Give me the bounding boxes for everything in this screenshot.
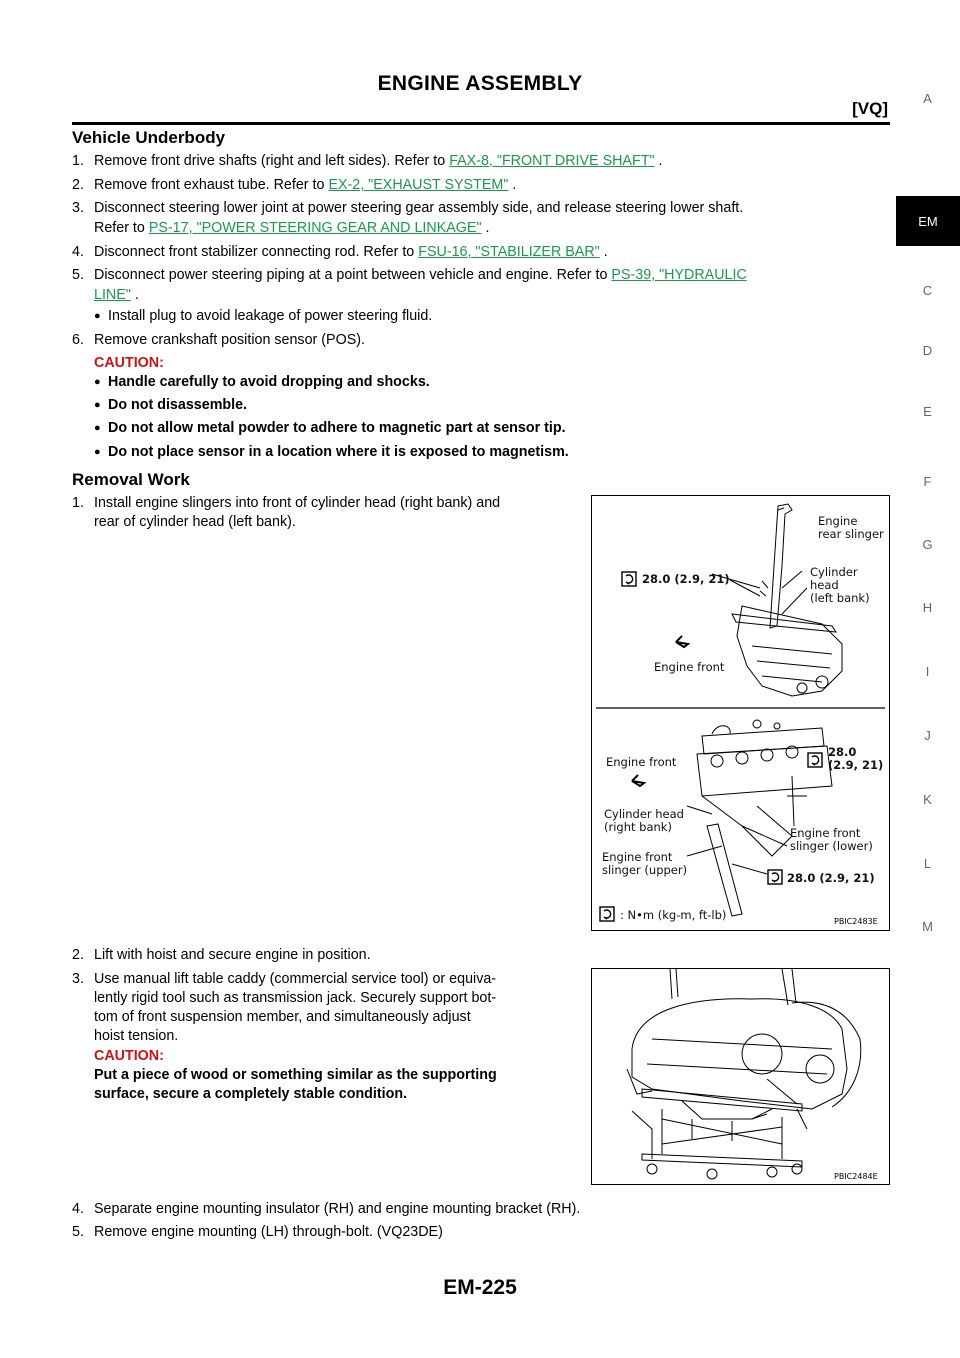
- removal-step-3: 3. Use manual lift table caddy (commercial service tool) or equiva- lently rigid tool such as transmission jack. Securely support bot- tom of front suspension member, and simultaneously adjust hoist tension.: [72, 971, 497, 1044]
- section-heading-vehicle-underbody: Vehicle Underbody: [72, 128, 226, 147]
- underbody-step-3: 3. Disconnect steering lower joint at power steering gear assembly side, and release steering lower shaft.: [72, 200, 744, 216]
- engine-variant: [VQ]: [852, 99, 888, 118]
- label-torque-mid: 28.0 (2.9, 21): [828, 745, 884, 772]
- removal-step-5: 5. Remove engine mounting (LH) through-bolt. (VQ23DE): [72, 1224, 443, 1240]
- underbody-step-4: 4. Disconnect front stabilizer connecting rod. Refer to FSU-16, "STABILIZER BAR" .: [72, 244, 608, 260]
- side-index-j[interactable]: J: [924, 728, 931, 743]
- side-index-l[interactable]: L: [923, 856, 932, 871]
- label-engine-front-mid: Engine front: [606, 755, 677, 769]
- label-torque-top: 28.0 (2.9, 21): [642, 572, 730, 586]
- caution-item: ● Do not place sensor in a location where it is exposed to magnetism.: [94, 444, 569, 460]
- figure-lift-table: [591, 968, 890, 1185]
- caution-item: ● Handle carefully to avoid dropping and shocks.: [94, 374, 430, 390]
- link-ex-2[interactable]: EX-2, "EXHAUST SYSTEM": [328, 177, 509, 193]
- side-index-f[interactable]: F: [923, 474, 932, 489]
- caution-item: ● Do not allow metal powder to adhere to magnetic part at sensor tip.: [94, 420, 566, 436]
- underbody-caution-label: CAUTION:: [94, 355, 164, 371]
- underbody-step-5: 5. Disconnect power steering piping at a point between vehicle and engine. Refer to PS-39, "HYDRAULIC: [72, 267, 747, 283]
- label-torque-units: : N•m (kg-m, ft-lb): [620, 908, 727, 922]
- side-index-e[interactable]: E: [923, 404, 932, 419]
- underbody-step-5-cont: LINE" .: [94, 287, 139, 303]
- side-index-h[interactable]: H: [922, 600, 933, 615]
- side-index-a[interactable]: A: [923, 91, 932, 106]
- side-index-d[interactable]: D: [922, 343, 933, 358]
- underbody-step-3-ref: Refer to PS-17, "POWER STEERING GEAR AND LINKAGE" .: [94, 220, 490, 236]
- removal-caution: CAUTION: Put a piece of wood or something similar as the supporting surface, secure a completely stable condition.: [94, 1048, 497, 1102]
- link-ps-39[interactable]: PS-39, "HYDRAULIC: [611, 267, 747, 283]
- side-index-g[interactable]: G: [922, 537, 933, 552]
- removal-step-4: 4. Separate engine mounting insulator (RH) and engine mounting bracket (RH).: [72, 1201, 581, 1217]
- underbody-step-1: 1. Remove front drive shafts (right and left sides). Refer to FAX-8, "FRONT DRIVE SHAFT" .: [72, 153, 663, 169]
- link-fax-8[interactable]: FAX-8, "FRONT DRIVE SHAFT": [449, 153, 655, 169]
- page-number: EM-225: [443, 1276, 517, 1299]
- label-front-slinger-lower: Engine front slinger (lower): [790, 826, 873, 853]
- underbody-step-5-bullet: ● Install plug to avoid leakage of power steering fluid.: [94, 308, 433, 324]
- header-rule: [72, 122, 890, 125]
- underbody-step-6: 6. Remove crankshaft position sensor (POS).: [72, 332, 365, 348]
- link-fsu-16[interactable]: FSU-16, "STABILIZER BAR": [418, 244, 600, 260]
- label-cylinder-right: Cylinder head (right bank): [604, 807, 684, 834]
- figure-code: PBIC2483E: [834, 917, 878, 926]
- side-index-m[interactable]: M: [922, 919, 933, 934]
- side-index-em-active[interactable]: EM: [896, 196, 960, 246]
- label-rear-slinger: Engine rear slinger: [818, 514, 884, 541]
- lift-table-illustration: [592, 969, 889, 1184]
- side-index-i[interactable]: I: [925, 664, 930, 679]
- link-ps-39-cont[interactable]: LINE": [94, 287, 131, 303]
- label-engine-front-top: Engine front: [654, 660, 725, 674]
- side-index-k[interactable]: K: [923, 792, 932, 807]
- side-index-c[interactable]: C: [922, 283, 933, 298]
- caution-item: ● Do not disassemble.: [94, 397, 248, 413]
- removal-step-2: 2. Lift with hoist and secure engine in position.: [72, 947, 371, 963]
- label-front-slinger-upper: Engine front slinger (upper): [602, 850, 688, 877]
- underbody-step-2: 2. Remove front exhaust tube. Refer to EX-2, "EXHAUST SYSTEM" .: [72, 177, 517, 193]
- link-ps-17[interactable]: PS-17, "POWER STEERING GEAR AND LINKAGE": [148, 220, 482, 236]
- figure-engine-slingers: [591, 495, 890, 931]
- page-title: ENGINE ASSEMBLY: [377, 72, 583, 95]
- removal-step-1: 1. Install engine slingers into front of cylinder head (right bank) and rear of cylinder head (left bank).: [72, 495, 501, 530]
- figure-code: PBIC2484E: [834, 1172, 878, 1181]
- section-heading-removal-work: Removal Work: [72, 470, 190, 489]
- label-cylinder-left: Cylinder head (left bank): [810, 565, 870, 605]
- label-torque-bottom: 28.0 (2.9, 21): [787, 871, 875, 885]
